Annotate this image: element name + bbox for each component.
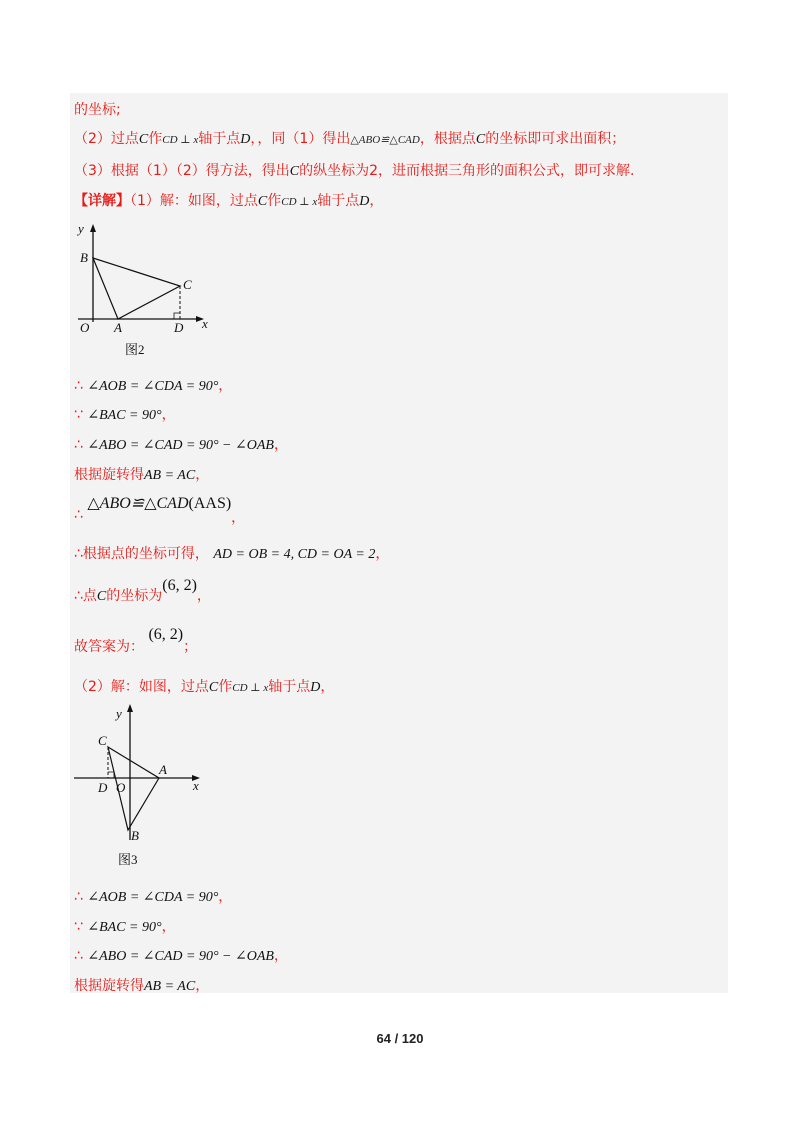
- math-expression: AB = AC: [144, 979, 196, 994]
- therefore-symbol: ∴: [74, 378, 83, 394]
- label-d: D: [98, 780, 108, 795]
- step-coordinates: [74, 543, 389, 563]
- step-point-c: [74, 575, 211, 604]
- line-step-3: [74, 160, 634, 180]
- text: 作: [148, 131, 163, 147]
- text: 的坐标即可求出面积；: [485, 131, 626, 147]
- math-expression: AD = OB = 4, CD = OA = 2: [213, 547, 376, 562]
- text: ，，同（1）得出: [250, 131, 351, 147]
- figure-3: [70, 700, 220, 875]
- text: ，: [161, 919, 176, 935]
- because-symbol: ∵: [74, 919, 83, 935]
- math-expression: ∠BAC = 90°: [87, 920, 162, 935]
- right-angle-mark: [174, 313, 180, 319]
- text: 轴于点: [198, 131, 241, 147]
- figure-caption: 图2: [125, 342, 145, 357]
- math-point: C: [96, 589, 107, 604]
- text: 作: [218, 679, 233, 695]
- detail-tag: 【详解】: [74, 193, 130, 209]
- text: 的纵坐标为2，进而根据三角形的面积公式，即可求解.: [299, 163, 635, 179]
- text: 轴于点: [268, 679, 311, 695]
- line-step-2: [74, 128, 625, 148]
- right-angle-mark: [108, 772, 114, 778]
- step-rotation: [74, 464, 209, 484]
- text: 根据旋转得: [74, 978, 144, 994]
- math-point: C: [138, 132, 149, 147]
- text: ∴根据点的坐标可得，: [74, 546, 209, 562]
- label-y: y: [78, 222, 84, 236]
- step-angle-abo: [74, 434, 288, 454]
- therefore-symbol: ∴: [74, 948, 83, 964]
- step-angle-aob-2: [74, 886, 232, 906]
- math-point: D: [240, 132, 251, 147]
- math-expression: (6, 2): [162, 577, 197, 594]
- label-a: A: [159, 762, 167, 777]
- text: 根据旋转得: [74, 467, 144, 483]
- text: 作: [267, 193, 282, 209]
- text: （1）解：如图，过点: [130, 193, 258, 209]
- text: 轴于点: [317, 193, 360, 209]
- line-part-2: [74, 676, 334, 696]
- label-c: C: [98, 733, 107, 748]
- math-perp: CD ⊥ x: [232, 682, 269, 694]
- text: ，根据点: [419, 131, 476, 147]
- math-point: C: [257, 194, 268, 209]
- math-perp: CD ⊥ x: [162, 134, 199, 146]
- line-detail-header: [74, 190, 383, 210]
- figure-2: [74, 222, 224, 362]
- step-angle-abo-2: [74, 945, 288, 965]
- text: ，: [320, 679, 335, 695]
- step-rotation-2: [74, 975, 209, 995]
- math-point: C: [475, 132, 486, 147]
- label-y: y: [116, 706, 122, 721]
- text: （3）根据（1）（2）得方法，得出: [74, 163, 290, 179]
- text: ；: [183, 639, 198, 655]
- text: 故答案为：: [74, 639, 144, 655]
- text: ，: [218, 378, 233, 394]
- label-o: O: [80, 320, 90, 335]
- math-point: D: [359, 194, 370, 209]
- label-o: O: [116, 780, 126, 795]
- math-point: C: [289, 164, 300, 179]
- therefore-symbol: ∴: [74, 507, 83, 523]
- text: （2）过点: [74, 131, 139, 147]
- label-x: x: [202, 316, 208, 331]
- figure-caption: 图3: [118, 852, 138, 867]
- math-expression: AB = AC: [144, 468, 196, 483]
- text: 的坐标为: [106, 588, 163, 604]
- math-expression: (6, 2): [148, 626, 184, 643]
- label-b: B: [131, 828, 139, 843]
- step-angle-aob: [74, 375, 232, 395]
- text: 的坐标;: [74, 102, 121, 118]
- text: ，: [161, 407, 176, 423]
- text: （2）解：如图，过点: [74, 679, 209, 695]
- math-expression: ∠BAC = 90°: [87, 408, 162, 423]
- label-x: x: [193, 778, 199, 793]
- math-expression: ∠ABO = ∠CAD = 90° − ∠OAB: [87, 438, 274, 453]
- math-point: C: [208, 680, 219, 695]
- math-congruence: △ABO≌△CAD: [350, 134, 420, 146]
- math-expression: ∠AOB = ∠CDA = 90°: [87, 890, 219, 905]
- text: ，: [273, 437, 288, 453]
- therefore-symbol: ∴: [74, 437, 83, 453]
- answer-line: [74, 624, 198, 655]
- step-angle-bac: [74, 404, 176, 424]
- text: ，: [369, 193, 384, 209]
- y-axis-arrow: [90, 224, 96, 232]
- therefore-symbol: ∴: [74, 889, 83, 905]
- y-axis-arrow: [127, 704, 133, 712]
- text: ，: [375, 546, 390, 562]
- text: ，: [195, 467, 210, 483]
- line-coordinate-tail: [74, 99, 121, 119]
- triangle-abc: [93, 258, 180, 319]
- step-congruence: [74, 493, 246, 526]
- because-symbol: ∵: [74, 407, 83, 423]
- math-aas: (AAS): [188, 495, 232, 512]
- text: ，: [195, 978, 210, 994]
- label-d: D: [174, 320, 184, 335]
- label-c: C: [183, 277, 192, 292]
- text: ，: [218, 889, 233, 905]
- math-expression: ∠ABO = ∠CAD = 90° − ∠OAB: [87, 949, 274, 964]
- math-expression: △ABO≌△CAD: [87, 495, 189, 512]
- page-number: 64 / 120: [376, 1031, 424, 1046]
- math-expression: ∠AOB = ∠CDA = 90°: [87, 379, 219, 394]
- text: ，: [196, 588, 211, 604]
- text: ，: [231, 510, 246, 526]
- label-a: A: [114, 320, 122, 335]
- step-angle-bac-2: [74, 916, 176, 936]
- text: ，: [273, 948, 288, 964]
- text: ∴点: [74, 588, 97, 604]
- math-point: D: [310, 680, 321, 695]
- math-perp: CD ⊥ x: [281, 196, 318, 208]
- label-b: B: [80, 250, 88, 265]
